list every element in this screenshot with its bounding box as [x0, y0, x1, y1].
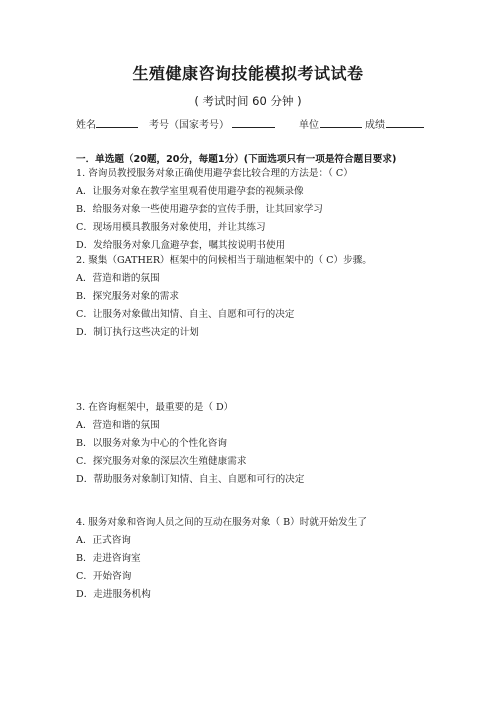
option-b[interactable]: B．走进咨询室	[76, 553, 141, 564]
option-b[interactable]: B．给服务对象一些使用避孕套的宣传手册，让其回家学习	[76, 204, 323, 215]
candidate-info-line	[76, 116, 426, 132]
question-1	[76, 165, 436, 255]
section-heading: 一．单选题（20题，20分，每题1分）(下面选项只有一项是符合题目要求)	[76, 154, 397, 165]
option-a[interactable]: A．营造和谐的氛围	[76, 273, 160, 284]
option-d[interactable]: D．制订执行这些决定的计划	[76, 327, 199, 338]
option-a[interactable]: A．让服务对象在教学室里观看使用避孕套的视频录像	[76, 186, 304, 197]
option-c[interactable]: C．现场用模具教服务对象使用，并让其练习	[76, 222, 266, 233]
option-a[interactable]: A．正式咨询	[76, 535, 131, 546]
option-d[interactable]: D．发给服务对象几盒避孕套，嘱其按说明书使用	[76, 240, 286, 251]
score-blank[interactable]	[386, 116, 424, 128]
name-blank[interactable]	[96, 116, 138, 128]
question-3	[76, 399, 436, 489]
exam-duration: ( 考试时间 60 分钟 )	[194, 94, 302, 108]
option-c[interactable]: C．开始咨询	[76, 571, 132, 582]
question-stem: 3. 在咨询框架中，最重要的是（ D）	[76, 402, 234, 413]
name-label: 姓名	[76, 120, 96, 131]
option-b[interactable]: B．以服务对象为中心的个性化咨询	[76, 438, 227, 449]
unit-blank[interactable]	[320, 116, 362, 128]
option-d[interactable]: D．帮助服务对象制订知情、自主、自愿和可行的决定	[76, 474, 305, 485]
option-d[interactable]: D．走进服务机构	[76, 589, 151, 600]
unit-label: 单位	[299, 120, 319, 131]
exam-title: 生殖健康咨询技能模拟考试试卷	[132, 64, 364, 83]
option-c[interactable]: C．探究服务对象的深层次生殖健康需求	[76, 456, 247, 467]
question-stem: 2. 聚集（GATHER）框架中的问候相当于瑞迪框架中的（ C）步骤。	[76, 255, 372, 266]
option-a[interactable]: A．营造和谐的氛围	[76, 420, 160, 431]
score-label: 成绩	[365, 120, 385, 131]
question-4	[76, 514, 436, 604]
id-label: 考号（国家考号）	[149, 120, 229, 131]
question-2	[76, 252, 436, 342]
question-stem: 1. 咨询员教授服务对象正确使用避孕套比较合理的方法是：（ C）	[76, 168, 353, 179]
option-c[interactable]: C．让服务对象做出知情、自主、自愿和可行的决定	[76, 309, 295, 320]
question-stem: 4. 服务对象和咨询人员之间的互动在服务对象（ B）时就开始发生了	[76, 517, 367, 528]
option-b[interactable]: B．探究服务对象的需求	[76, 291, 179, 302]
id-blank[interactable]	[232, 116, 275, 128]
